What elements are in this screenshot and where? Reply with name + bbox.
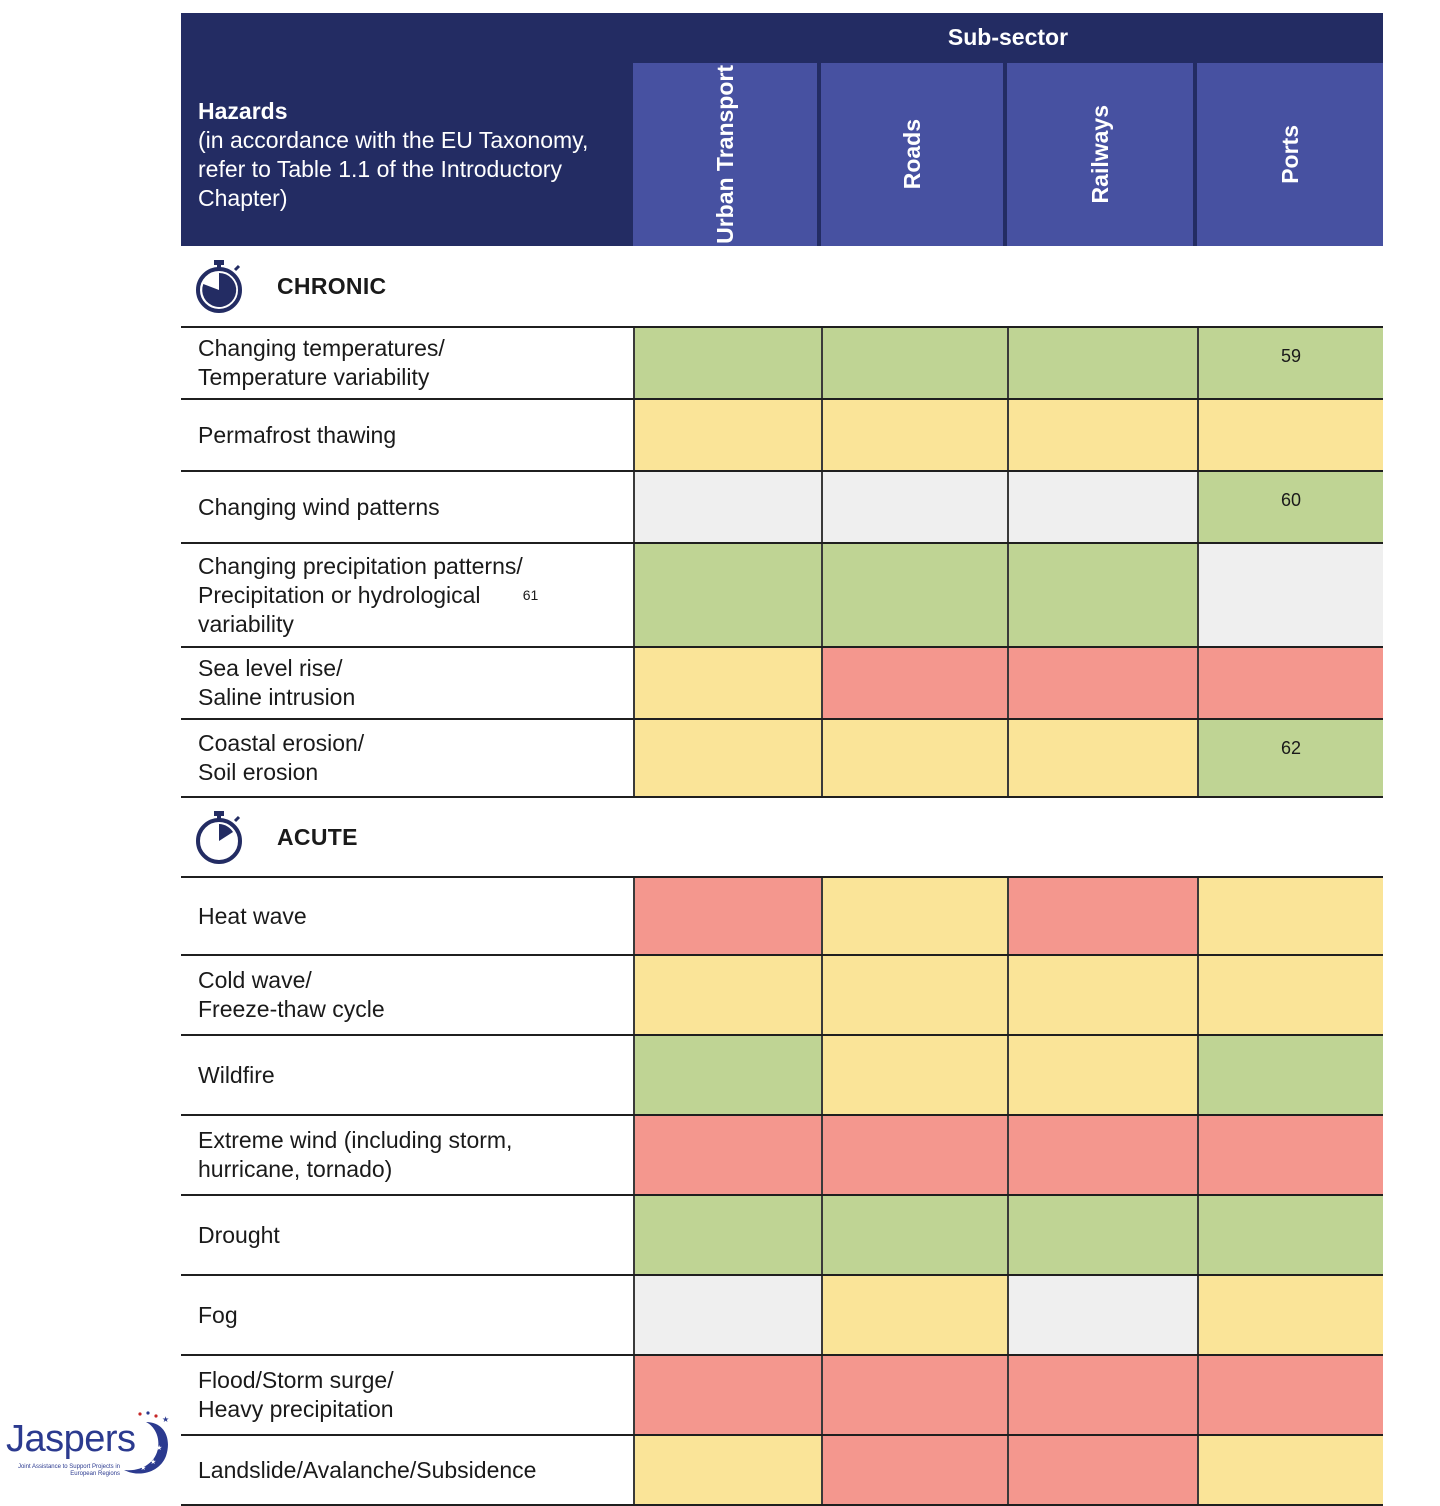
chronic-rows (181, 326, 1383, 796)
hazard-label-text: Drought (198, 1221, 280, 1248)
hazard-label-text: Flood/Storm surge/ Heavy precipitation (198, 1367, 394, 1422)
rating-cell: 62 (1197, 720, 1383, 796)
hazard-label (181, 956, 633, 1034)
hazard-label (181, 400, 633, 470)
section-label: CHRONIC (277, 272, 387, 299)
rating-cell (1007, 1036, 1197, 1114)
rating-cell (1007, 472, 1197, 542)
rating-cell (1007, 878, 1197, 954)
hazard-label-text: Changing precipitation patterns/ Precipitation or hydrological variability (198, 552, 523, 637)
table-row (181, 1114, 1383, 1194)
section-chronic (181, 246, 1383, 326)
rating-cell (633, 1356, 821, 1434)
hazard-label (181, 1276, 633, 1354)
rating-cell (821, 472, 1007, 542)
table-row (181, 1034, 1383, 1114)
rating-cell: 59 (1197, 328, 1383, 398)
rating-cell (633, 472, 821, 542)
rating-cell (821, 400, 1007, 470)
rating-cell (633, 878, 821, 954)
hazards-subtitle: (in accordance with the EU Taxonomy, refer to Table 1.1 of the Introductory Chapter) (198, 127, 589, 211)
rating-cell (1197, 648, 1383, 718)
rating-cell (633, 956, 821, 1034)
hazard-label-text: Changing temperatures/ Temperature variability (198, 335, 445, 390)
rating-cell (1197, 956, 1383, 1034)
rating-cell (1007, 1276, 1197, 1354)
rating-cell (633, 648, 821, 718)
table-row (181, 1194, 1383, 1274)
hazard-label-text: Extreme wind (including storm, hurricane, tornado) (198, 1127, 513, 1182)
column-header-label: Railways (1087, 105, 1113, 204)
hazard-label (181, 472, 633, 542)
hazards-title: Hazards (198, 98, 288, 124)
rating-cell (1007, 1436, 1197, 1504)
rating-cell (1007, 1116, 1197, 1194)
rating-cell (633, 400, 821, 470)
rating-cell (633, 1436, 821, 1504)
hazard-label (181, 1436, 633, 1504)
rating-cell (821, 878, 1007, 954)
eu-stars-icon (116, 1408, 178, 1480)
column-header-urban-transport (633, 63, 817, 246)
rating-cell (821, 1036, 1007, 1114)
rating-cell (633, 1116, 821, 1194)
hazard-label-text: Wildfire (198, 1061, 275, 1088)
table-row (181, 470, 1383, 542)
rating-cell (1007, 956, 1197, 1034)
table-row (181, 1434, 1383, 1504)
rating-cell (1007, 1356, 1197, 1434)
rating-cell (1007, 328, 1197, 398)
rating-cell (1007, 544, 1197, 646)
column-header-label: Urban Transport (712, 65, 738, 244)
rating-cell (1007, 400, 1197, 470)
hazard-label (181, 648, 633, 718)
footnote-marker: 61 (522, 586, 539, 603)
hazard-label-text: Heat wave (198, 902, 307, 929)
logo-tagline: Joint Assistance to Support Projects in European Regions (17, 1464, 120, 1477)
hazard-label (181, 720, 633, 796)
table-row (181, 398, 1383, 470)
table-row (181, 1274, 1383, 1354)
section-acute (181, 796, 1383, 876)
rating-cell (1007, 720, 1197, 796)
hazard-label (181, 1196, 633, 1274)
rating-cell (1197, 1276, 1383, 1354)
rating-cell (633, 544, 821, 646)
hazard-table (181, 13, 1383, 1506)
hazard-label-text: Coastal erosion/ Soil erosion (198, 730, 365, 785)
hazard-label (181, 1356, 633, 1434)
acute-rows (181, 876, 1383, 1506)
rating-cell (821, 1356, 1007, 1434)
rating-cell (633, 1276, 821, 1354)
rating-cell (821, 956, 1007, 1034)
svg-text:★: ★ (162, 1415, 170, 1424)
hazard-label-text: Permafrost thawing (198, 421, 397, 448)
hazard-label (181, 328, 633, 398)
hazard-label (181, 1036, 633, 1114)
jaspers-logo (6, 1408, 176, 1480)
table-row (181, 1354, 1383, 1434)
section-label: ACUTE (277, 823, 358, 850)
table-row (181, 646, 1383, 718)
rating-cell (1197, 1116, 1383, 1194)
rating-cell (1197, 1036, 1383, 1114)
rating-cell (1197, 878, 1383, 954)
rating-cell (821, 544, 1007, 646)
column-header-railways (1007, 63, 1193, 246)
rating-cell (1197, 544, 1383, 646)
svg-text:★: ★ (140, 1465, 147, 1472)
rating-cell (633, 1036, 821, 1114)
subsector-header: Sub-sector (633, 13, 1383, 61)
column-header-roads (821, 63, 1003, 246)
table-row (181, 542, 1383, 646)
rating-cell (633, 720, 821, 796)
rating-cell (821, 1196, 1007, 1274)
rating-cell (1197, 400, 1383, 470)
hazards-column-header (181, 13, 631, 246)
table-header (181, 13, 1383, 246)
rating-cell (821, 328, 1007, 398)
hazard-label (181, 544, 633, 646)
hazard-label (181, 1116, 633, 1194)
table-row (181, 954, 1383, 1034)
rating-cell (633, 1196, 821, 1274)
column-header-ports (1197, 63, 1383, 246)
column-header-label: Ports (1277, 125, 1303, 184)
rating-cell (821, 1276, 1007, 1354)
rating-cell (1197, 1196, 1383, 1274)
rating-cell (821, 648, 1007, 718)
logo-word: Jaspers (6, 1418, 136, 1460)
stopwatch-icon (193, 809, 245, 865)
hazard-label-text: Changing wind patterns (198, 493, 440, 520)
rating-cell: 60 (1197, 472, 1383, 542)
hazard-label-text: Sea level rise/ Saline intrusion (198, 655, 356, 710)
rating-cell (1197, 1356, 1383, 1434)
hazard-label-text: Cold wave/ Freeze-thaw cycle (198, 967, 385, 1022)
rating-cell (1007, 1196, 1197, 1274)
rating-cell (633, 328, 821, 398)
table-row (181, 326, 1383, 398)
rating-cell (1197, 1436, 1383, 1504)
table-row (181, 876, 1383, 954)
stopwatch-icon (193, 258, 245, 314)
column-header-label: Roads (899, 119, 925, 190)
hazard-label (181, 878, 633, 954)
rating-cell (821, 720, 1007, 796)
svg-text:★: ★ (156, 1445, 163, 1452)
hazard-label-text: Landslide/Avalanche/Subsidence (198, 1456, 537, 1483)
hazard-label-text: Fog (198, 1301, 238, 1328)
rating-cell (821, 1116, 1007, 1194)
table-row (181, 718, 1383, 796)
svg-text:★: ★ (150, 1459, 157, 1466)
rating-cell (1007, 648, 1197, 718)
rating-cell (821, 1436, 1007, 1504)
